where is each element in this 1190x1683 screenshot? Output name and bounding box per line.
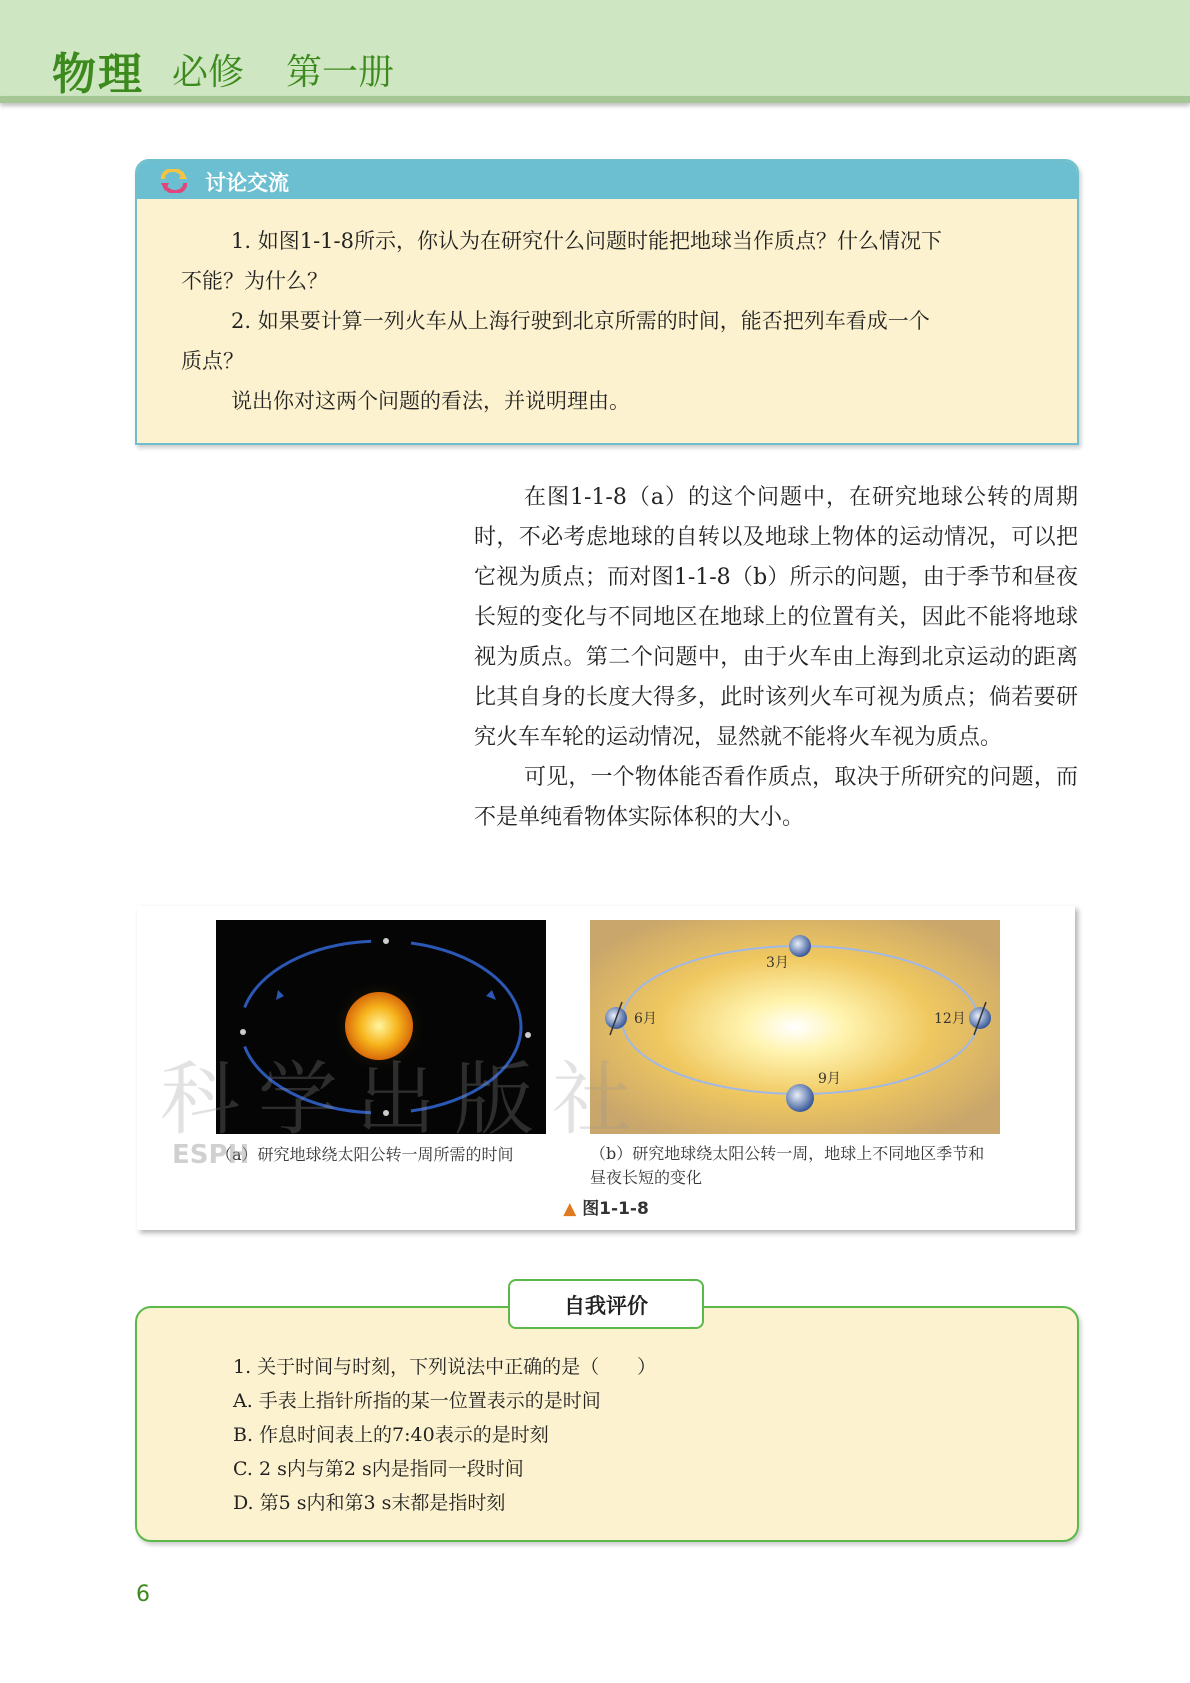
- main-paragraph-2: 可见，一个物体能否看作质点，取决于所研究的问题，而不是单纯看物体实际体积的大小。: [474, 765, 1078, 830]
- discussion-q1-line2: 不能？为什么？: [181, 269, 328, 293]
- page-number: 6: [136, 1582, 150, 1607]
- label-june: 6月: [634, 1011, 657, 1027]
- discussion-header: [137, 161, 1077, 199]
- watermark-logo: ESPH: [172, 1140, 250, 1170]
- discussion-prompt: 说出你对这两个问题的看法，并说明理由。: [231, 389, 630, 413]
- discussion-q1-line1: 1. 如图1-1-8所示，你认为在研究什么问题时能把地球当作质点？什么情况下: [231, 229, 942, 253]
- course-title: 必修: [172, 52, 245, 93]
- self-eval-box: [135, 1306, 1079, 1542]
- label-december: 12月: [934, 1011, 966, 1027]
- triangle-marker-icon: ▲: [563, 1199, 577, 1219]
- discussion-title: 讨论交流: [205, 171, 289, 195]
- discussion-box: [135, 159, 1079, 445]
- caption-a: （a）研究地球绕太阳公转一周所需的时间: [216, 1145, 514, 1164]
- self-eval-title: 自我评价: [564, 1294, 648, 1318]
- discussion-q2-line2: 质点？: [181, 349, 244, 373]
- option-a: A. 手表上指针所指的某一位置表示的是时间: [233, 1390, 601, 1412]
- label-september: 9月: [818, 1071, 841, 1087]
- option-d: D. 第5 s内和第3 s末都是指时刻: [233, 1492, 506, 1514]
- label-march: 3月: [766, 955, 789, 971]
- main-text: [474, 478, 1078, 838]
- discussion-body: [181, 221, 1041, 421]
- self-eval-tab: [508, 1279, 704, 1329]
- main-paragraph-1: 在图1-1-8（a）的这个问题中，在研究地球公转的周期时，不必考虑地球的自转以及地球上物体的运动情况，可以把它视为质点；而对图1-1-8（b）所示的问题，由于季节和昼夜长短的变化与不同地区在地球上的位置有关，因此不能将地球视为质点。第二个问题中，由于火车由上海到北京运动的距离比其自身的长度大得多，此时该列火车可视为质点；倘若要研究火车车轮的运动情况，显然就不能将火车视为质点。: [474, 485, 1078, 750]
- self-eval-question: 1. 关于时间与时刻，下列说法中正确的是（ ）: [233, 1356, 657, 1378]
- option-b: B. 作息时间表上的7:40表示的是时刻: [233, 1424, 549, 1446]
- watermark-text: 科学出版社: [160, 1053, 650, 1146]
- figure-title-text: 图1-1-8: [582, 1199, 649, 1219]
- self-eval-body: [233, 1350, 656, 1520]
- volume-title: 第一册: [286, 52, 395, 93]
- subject-title: 物理: [52, 49, 144, 100]
- figure-title: [137, 1194, 1075, 1219]
- option-c: C. 2 s内与第2 s内是指同一段时间: [233, 1458, 524, 1480]
- discussion-cycle-icon: [159, 169, 189, 197]
- header-divider: [0, 96, 1190, 103]
- figure-b-seasons-image: [590, 920, 1000, 1134]
- caption-b: （b）研究地球绕太阳公转一周，地球上不同地区季节和昼夜长短的变化: [590, 1144, 985, 1187]
- discussion-q2-line1: 2. 如果要计算一列火车从上海行驶到北京所需的时间，能否把列车看成一个: [231, 309, 930, 333]
